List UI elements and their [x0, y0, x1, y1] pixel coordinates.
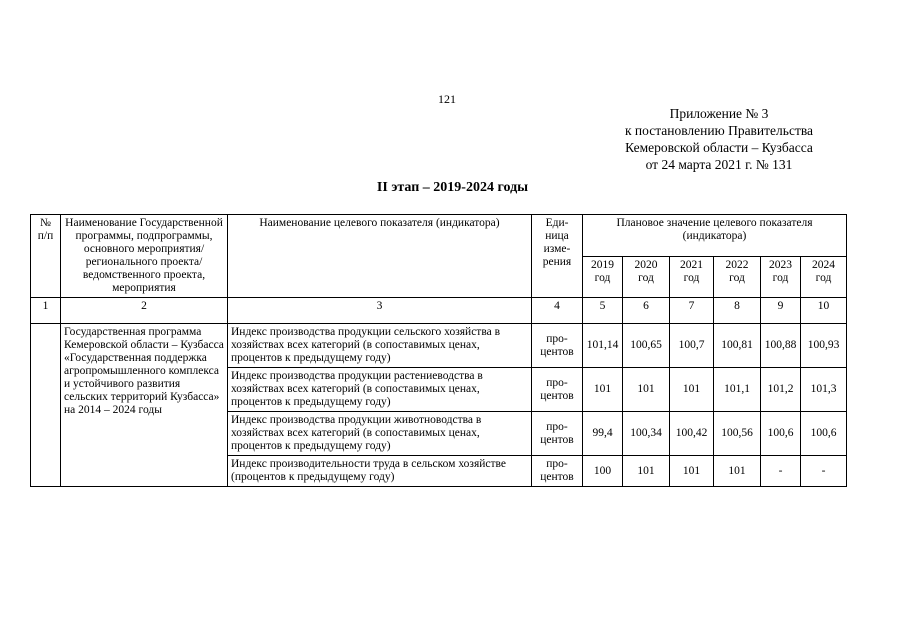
- column-number-row: [31, 298, 847, 324]
- header-year: 2024 год: [801, 256, 847, 298]
- value-cell: 101: [623, 456, 670, 487]
- indicator-name-cell: Индекс производства продукции сельского хозяйства в хозяйствах всех категорий (в сопоставимых ценах, процентов к предыдущему году): [228, 324, 532, 368]
- header-year: 2020 год: [623, 256, 670, 298]
- value-cell: 101: [714, 456, 761, 487]
- value-cell: 100,34: [623, 412, 670, 456]
- unit-cell: про-центов: [532, 456, 583, 487]
- header-num: № п/п: [31, 215, 61, 298]
- table-row: [31, 324, 847, 368]
- header-planned: Плановое значение целевого показателя (индикатора): [583, 215, 847, 257]
- value-cell: 100,6: [761, 412, 801, 456]
- header-unit: Еди-ница изме-рения: [532, 215, 583, 298]
- value-cell: 99,4: [583, 412, 623, 456]
- value-cell: -: [761, 456, 801, 487]
- column-number: 7: [670, 298, 714, 324]
- header-year: 2023 год: [761, 256, 801, 298]
- value-cell: 101,14: [583, 324, 623, 368]
- appendix-line-2: к постановлению Правительства: [624, 123, 814, 138]
- value-cell: 100,56: [714, 412, 761, 456]
- column-number: 4: [532, 298, 583, 324]
- column-number: 1: [31, 298, 61, 324]
- stage-title: II этап – 2019-2024 годы: [376, 180, 529, 195]
- value-cell: -: [801, 456, 847, 487]
- value-cell: 101,1: [714, 368, 761, 412]
- appendix-line-4: от 24 марта 2021 г. № 131: [645, 157, 793, 172]
- column-number: 3: [228, 298, 532, 324]
- indicator-name-cell: Индекс производства продукции животноводства в хозяйствах всех категорий (в сопоставимых ценах, процентов к предыдущему году): [228, 412, 532, 456]
- unit-cell: про-центов: [532, 368, 583, 412]
- value-cell: 101,3: [801, 368, 847, 412]
- value-cell: 100,6: [801, 412, 847, 456]
- unit-cell: про-центов: [532, 412, 583, 456]
- appendix-block: [600, 105, 838, 173]
- value-cell: 100: [583, 456, 623, 487]
- appendix-line-1: Приложение № 3: [669, 106, 769, 121]
- header-year: 2019 год: [583, 256, 623, 298]
- column-number: 2: [61, 298, 228, 324]
- header-indicator: Наименование целевого показателя (индикатора): [228, 215, 532, 298]
- unit-cell: про-центов: [532, 324, 583, 368]
- value-cell: 100,7: [670, 324, 714, 368]
- value-cell: 101: [583, 368, 623, 412]
- column-number: 6: [623, 298, 670, 324]
- value-cell: 100,88: [761, 324, 801, 368]
- appendix-line-3: Кемеровской области – Кузбасса: [625, 140, 813, 155]
- value-cell: 100,81: [714, 324, 761, 368]
- value-cell: 101: [670, 456, 714, 487]
- indicators-table: [30, 214, 847, 487]
- value-cell: 100,42: [670, 412, 714, 456]
- value-cell: 100,65: [623, 324, 670, 368]
- column-number: 10: [801, 298, 847, 324]
- column-number: 9: [761, 298, 801, 324]
- value-cell: 101: [670, 368, 714, 412]
- program-name-cell: Государственная программа Кемеровской области – Кузбасса «Государственная поддержка агропромышленного комплекса и устойчивого развития сельских территорий Кузбасса» на 2014 – 2024 годы: [61, 324, 228, 487]
- page-number: 121: [438, 92, 456, 106]
- row-number-cell: [31, 324, 61, 487]
- column-number: 5: [583, 298, 623, 324]
- indicator-name-cell: Индекс производства продукции растениеводства в хозяйствах всех категорий (в сопоставимых ценах, процентов к предыдущему году): [228, 368, 532, 412]
- header-name: Наименование Государственной программы, подпрограммы, основного мероприятия/регионального проекта/ведомственного проекта, мероприятия: [61, 215, 228, 298]
- value-cell: 101: [623, 368, 670, 412]
- indicator-name-cell: Индекс производительности труда в сельском хозяйстве (процентов к предыдущему году): [228, 456, 532, 487]
- header-year: 2021 год: [670, 256, 714, 298]
- column-number: 8: [714, 298, 761, 324]
- header-year: 2022 год: [714, 256, 761, 298]
- value-cell: 100,93: [801, 324, 847, 368]
- value-cell: 101,2: [761, 368, 801, 412]
